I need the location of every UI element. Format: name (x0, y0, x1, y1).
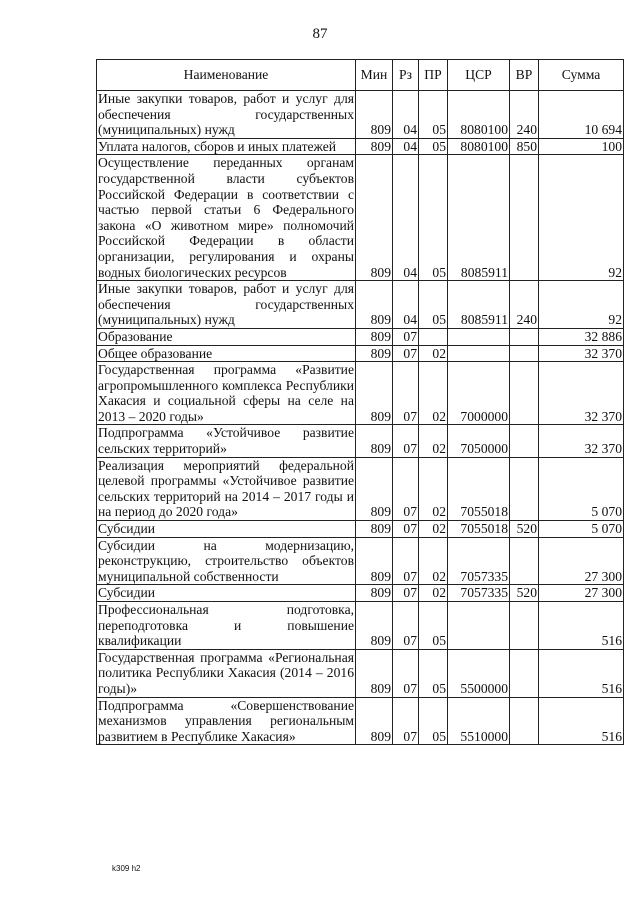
cell-rz: 04 (393, 138, 419, 155)
cell-name: Реализация мероприятий федеральной целевой программы «Устойчивое развитие сельских территорий на 2014 – 2017 годы и на период до 2020 года» (98, 457, 354, 520)
table-row (97, 425, 624, 457)
page-number: 87 (312, 26, 328, 42)
cell-sum: 516 (539, 697, 624, 745)
cell-pr: 02 (419, 425, 448, 457)
cell-name: Образование (97, 328, 356, 345)
cell-sum: 27 300 (539, 537, 624, 585)
cell-pr: 05 (419, 138, 448, 155)
cell-csr (448, 328, 510, 345)
cell-pr: 05 (419, 697, 448, 745)
cell-sum: 92 (539, 281, 624, 329)
cell-csr: 7057335 (448, 537, 510, 585)
cell-name: Подпрограмма «Устойчивое развитие сельских территорий» (98, 425, 354, 457)
cell-sum: 5 070 (539, 457, 624, 520)
cell-min: 809 (356, 585, 393, 602)
cell-min: 809 (356, 457, 393, 520)
cell-name: Субсидии на модернизацию, реконструкцию, строительство объектов муниципальной собственности (98, 537, 354, 584)
cell-rz: 07 (393, 697, 419, 745)
table-row (97, 537, 624, 585)
table-row (97, 362, 624, 425)
cell-rz: 07 (393, 521, 419, 538)
cell-min: 809 (356, 425, 393, 457)
cell-rz: 04 (393, 281, 419, 329)
cell-vr: 240 (510, 281, 539, 329)
cell-pr: 02 (419, 585, 448, 602)
cell-name: Уплата налогов, сборов и иных платежей (97, 138, 356, 155)
cell-pr: 02 (419, 457, 448, 520)
cell-rz: 07 (393, 362, 419, 425)
cell-rz: 07 (393, 537, 419, 585)
table-row (97, 155, 624, 281)
cell-csr: 5500000 (448, 649, 510, 697)
cell-csr: 7050000 (448, 425, 510, 457)
cell-csr: 7057335 (448, 585, 510, 602)
cell-min: 809 (356, 362, 393, 425)
cell-rz: 07 (393, 425, 419, 457)
cell-pr: 05 (419, 281, 448, 329)
cell-vr: 240 (510, 91, 539, 139)
cell-min: 809 (356, 602, 393, 650)
cell-vr (510, 345, 539, 362)
cell-sum: 92 (539, 155, 624, 281)
table-row (97, 457, 624, 520)
cell-min: 809 (356, 155, 393, 281)
cell-csr: 8080100 (448, 138, 510, 155)
cell-sum: 32 370 (539, 345, 624, 362)
cell-sum: 32 886 (539, 328, 624, 345)
cell-min: 809 (356, 328, 393, 345)
cell-vr (510, 362, 539, 425)
cell-vr (510, 155, 539, 281)
cell-sum: 516 (539, 602, 624, 650)
cell-name: Подпрограмма «Совершенствование механизмов управления региональным развитием в Республике Хакасия» (98, 697, 354, 744)
cell-csr (448, 345, 510, 362)
col-header-csr: ЦСР (448, 60, 510, 91)
cell-sum: 32 370 (539, 362, 624, 425)
cell-min: 809 (356, 649, 393, 697)
table-row (97, 697, 624, 745)
table-row (97, 585, 624, 602)
cell-vr (510, 425, 539, 457)
cell-name: Иные закупки товаров, работ и услуг для обеспечения государственных (муниципальных) нужд (98, 91, 354, 138)
cell-pr: 05 (419, 91, 448, 139)
cell-rz: 07 (393, 649, 419, 697)
cell-csr: 7055018 (448, 457, 510, 520)
cell-rz: 07 (393, 602, 419, 650)
footer-code: k309 h2 (112, 864, 141, 873)
cell-name: Осуществление переданных органам государственной власти субъектов Российской Федерации в соответствии с частью первой статьи 6 Федерального закона «О животном мире» полномочий Российской Федерации в области организации, регулирования и охраны водных биологических ресурсов (98, 155, 354, 280)
cell-vr (510, 602, 539, 650)
cell-sum: 516 (539, 649, 624, 697)
cell-rz: 04 (393, 155, 419, 281)
cell-pr: 05 (419, 155, 448, 281)
col-header-min: Мин (356, 60, 393, 91)
col-header-rz: Рз (393, 60, 419, 91)
cell-pr: 02 (419, 362, 448, 425)
cell-min: 809 (356, 537, 393, 585)
cell-rz: 07 (393, 585, 419, 602)
cell-csr (448, 602, 510, 650)
cell-min: 809 (356, 91, 393, 139)
cell-pr: 02 (419, 521, 448, 538)
cell-vr (510, 537, 539, 585)
table-row (97, 345, 624, 362)
cell-csr: 7000000 (448, 362, 510, 425)
cell-name: Общее образование (97, 345, 356, 362)
table-row (97, 281, 624, 329)
col-header-vr: ВР (510, 60, 539, 91)
cell-vr: 850 (510, 138, 539, 155)
cell-name: Государственная программа «Региональная политика Республики Хакасия (2014 – 2016 годы)» (98, 649, 354, 696)
cell-sum: 10 694 (539, 91, 624, 139)
cell-vr (510, 328, 539, 345)
cell-vr (510, 649, 539, 697)
cell-min: 809 (356, 345, 393, 362)
table-row (97, 521, 624, 538)
cell-min: 809 (356, 281, 393, 329)
table-row (97, 328, 624, 345)
cell-name: Государственная программа «Развитие агропромышленного комплекса Республики Хакасия и социальной сферы на селе на 2013 – 2020 годы» (98, 362, 354, 424)
cell-min: 809 (356, 697, 393, 745)
cell-csr: 8080100 (448, 91, 510, 139)
cell-sum: 32 370 (539, 425, 624, 457)
cell-rz: 07 (393, 457, 419, 520)
cell-csr: 8085911 (448, 281, 510, 329)
cell-pr: 05 (419, 649, 448, 697)
cell-sum: 100 (539, 138, 624, 155)
table-body (97, 91, 624, 745)
table-row (97, 91, 624, 139)
budget-table (96, 59, 624, 745)
cell-csr: 8085911 (448, 155, 510, 281)
table-header-row (97, 60, 624, 91)
cell-pr: 05 (419, 602, 448, 650)
col-header-name: Наименование (97, 60, 356, 91)
cell-min: 809 (356, 138, 393, 155)
cell-csr: 7055018 (448, 521, 510, 538)
cell-rz: 07 (393, 328, 419, 345)
cell-rz: 07 (393, 345, 419, 362)
col-header-sum: Сумма (539, 60, 624, 91)
cell-pr (419, 328, 448, 345)
cell-name: Иные закупки товаров, работ и услуг для обеспечения государственных (муниципальных) нужд (98, 281, 354, 328)
cell-name: Профессиональная подготовка, переподготовка и повышение квалификации (98, 602, 354, 649)
cell-vr (510, 457, 539, 520)
cell-vr: 520 (510, 585, 539, 602)
cell-sum: 5 070 (539, 521, 624, 538)
cell-vr: 520 (510, 521, 539, 538)
cell-vr (510, 697, 539, 745)
cell-min: 809 (356, 521, 393, 538)
col-header-pr: ПР (419, 60, 448, 91)
cell-name: Субсидии (97, 585, 356, 602)
cell-pr: 02 (419, 345, 448, 362)
table-row (97, 649, 624, 697)
cell-rz: 04 (393, 91, 419, 139)
cell-name: Субсидии (97, 521, 356, 538)
cell-sum: 27 300 (539, 585, 624, 602)
table-row (97, 602, 624, 650)
cell-pr: 02 (419, 537, 448, 585)
cell-csr: 5510000 (448, 697, 510, 745)
table-row (97, 138, 624, 155)
